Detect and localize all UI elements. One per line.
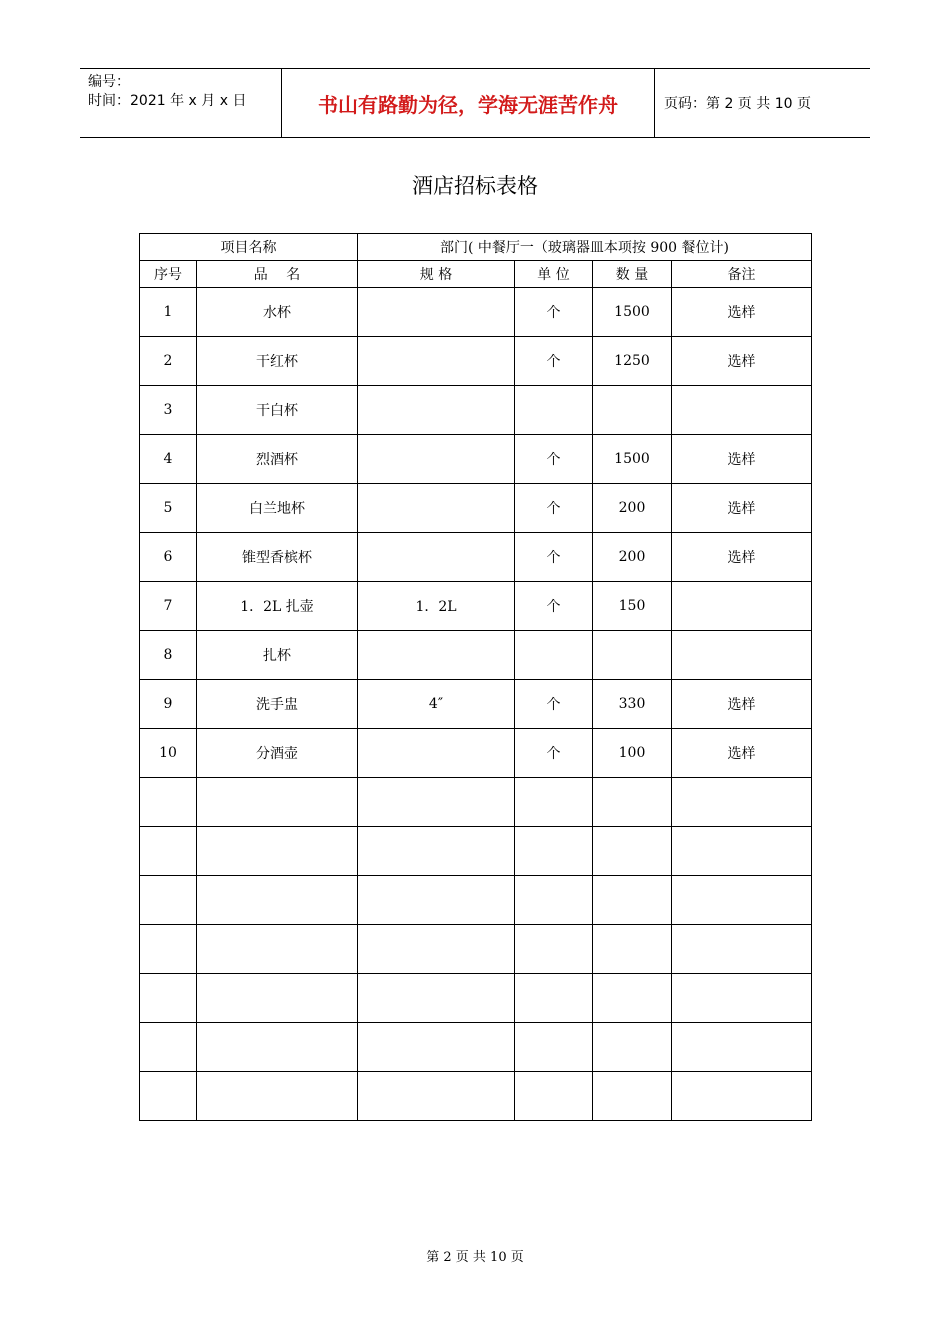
table-row xyxy=(140,337,812,386)
table-header-row xyxy=(140,261,812,288)
table-cell: 100 xyxy=(593,729,672,778)
table-cell: 1．2L 扎壶 xyxy=(197,582,358,631)
table-cell: 选样 xyxy=(672,435,812,484)
table-cell xyxy=(358,337,515,386)
column-header: 单 位 xyxy=(515,261,593,288)
document-header xyxy=(80,68,870,138)
table-cell xyxy=(515,1072,593,1121)
table-row xyxy=(140,631,812,680)
table-cell xyxy=(358,631,515,680)
table-cell: 分酒壶 xyxy=(197,729,358,778)
table-cell: 选样 xyxy=(672,533,812,582)
table-cell xyxy=(672,974,812,1023)
table-cell xyxy=(672,1072,812,1121)
table-cell: 个 xyxy=(515,582,593,631)
table-cell: 烈酒杯 xyxy=(197,435,358,484)
table-cell: 干红杯 xyxy=(197,337,358,386)
column-header: 备注 xyxy=(672,261,812,288)
table-cell xyxy=(515,974,593,1023)
table-row xyxy=(140,484,812,533)
column-header: 数 量 xyxy=(593,261,672,288)
table-cell: 200 xyxy=(593,533,672,582)
table-meta-row xyxy=(140,234,812,261)
table-cell: 1500 xyxy=(593,288,672,337)
column-header: 序号 xyxy=(140,261,197,288)
table-cell xyxy=(197,925,358,974)
table-cell xyxy=(358,484,515,533)
table-cell xyxy=(515,1023,593,1072)
table-cell xyxy=(672,386,812,435)
table-cell xyxy=(672,1023,812,1072)
table-cell xyxy=(515,827,593,876)
table-cell xyxy=(358,876,515,925)
table-cell: 个 xyxy=(515,337,593,386)
table-cell: 个 xyxy=(515,288,593,337)
table-cell xyxy=(197,876,358,925)
table-cell: 150 xyxy=(593,582,672,631)
table-cell: 选样 xyxy=(672,729,812,778)
project-name-label: 项目名称 xyxy=(140,234,358,261)
table-row xyxy=(140,925,812,974)
table-cell xyxy=(197,1023,358,1072)
table-cell: 7 xyxy=(140,582,197,631)
table-cell: 选样 xyxy=(672,484,812,533)
table-cell xyxy=(593,386,672,435)
table-cell: 选样 xyxy=(672,337,812,386)
table-cell: 3 xyxy=(140,386,197,435)
table-row xyxy=(140,1023,812,1072)
table-cell xyxy=(140,827,197,876)
table-row xyxy=(140,288,812,337)
table-cell: 个 xyxy=(515,435,593,484)
table-cell xyxy=(593,1072,672,1121)
header-motto: 书山有路勤为径，学海无涯苦作舟 xyxy=(318,92,618,117)
table-cell: 水杯 xyxy=(197,288,358,337)
time-label: 时间：2021 年 x 月 x 日 xyxy=(88,93,247,109)
header-divider xyxy=(654,69,655,137)
table-cell xyxy=(593,631,672,680)
table-cell xyxy=(593,876,672,925)
table-cell: 扎杯 xyxy=(197,631,358,680)
table-cell xyxy=(358,533,515,582)
table-cell: 1 xyxy=(140,288,197,337)
table-cell: 白兰地杯 xyxy=(197,484,358,533)
table-cell: 4″ xyxy=(358,680,515,729)
table-cell xyxy=(358,729,515,778)
header-meta xyxy=(88,73,283,111)
table-cell xyxy=(358,827,515,876)
table-cell: 洗手盅 xyxy=(197,680,358,729)
table-cell: 8 xyxy=(140,631,197,680)
table-row xyxy=(140,827,812,876)
table-cell xyxy=(515,631,593,680)
table-row xyxy=(140,876,812,925)
table-cell: 6 xyxy=(140,533,197,582)
table-cell xyxy=(358,925,515,974)
table-cell xyxy=(358,435,515,484)
table-row xyxy=(140,435,812,484)
table-cell xyxy=(358,1023,515,1072)
table-cell xyxy=(197,778,358,827)
table-cell xyxy=(672,582,812,631)
table-cell xyxy=(593,827,672,876)
table-cell xyxy=(593,974,672,1023)
table-cell: 330 xyxy=(593,680,672,729)
table-cell xyxy=(593,778,672,827)
table-cell xyxy=(358,288,515,337)
table-row xyxy=(140,1072,812,1121)
table-row xyxy=(140,778,812,827)
table-cell xyxy=(140,1023,197,1072)
table-cell xyxy=(358,974,515,1023)
column-header: 品 名 xyxy=(197,261,358,288)
number-label: 编号： xyxy=(88,74,130,90)
table-cell: 个 xyxy=(515,729,593,778)
table-cell: 10 xyxy=(140,729,197,778)
table-cell: 1250 xyxy=(593,337,672,386)
table-row xyxy=(140,974,812,1023)
table-cell xyxy=(672,925,812,974)
table-cell xyxy=(358,778,515,827)
table-cell: 干白杯 xyxy=(197,386,358,435)
header-page-info: 页码：第 2 页 共 10 页 xyxy=(664,96,811,112)
table-cell: 锥型香槟杯 xyxy=(197,533,358,582)
table-cell xyxy=(515,925,593,974)
table-cell xyxy=(672,778,812,827)
table-cell xyxy=(672,876,812,925)
table-cell xyxy=(672,631,812,680)
table-cell xyxy=(140,778,197,827)
table-cell: 1．2L xyxy=(358,582,515,631)
table-cell: 4 xyxy=(140,435,197,484)
table-row xyxy=(140,729,812,778)
table-row xyxy=(140,582,812,631)
table-cell xyxy=(197,827,358,876)
document-title: 酒店招标表格 xyxy=(412,174,538,198)
table-cell xyxy=(358,1072,515,1121)
table-cell xyxy=(358,386,515,435)
table-cell: 1500 xyxy=(593,435,672,484)
table-cell xyxy=(140,925,197,974)
table-cell: 选样 xyxy=(672,288,812,337)
table-row xyxy=(140,533,812,582)
department-cell: 部门( 中餐厅一（玻璃器皿本项按 900 餐位计) xyxy=(358,234,812,261)
column-header: 规 格 xyxy=(358,261,515,288)
table-cell xyxy=(140,876,197,925)
table-cell xyxy=(197,1072,358,1121)
table-cell: 个 xyxy=(515,680,593,729)
table-cell xyxy=(515,386,593,435)
table-cell: 9 xyxy=(140,680,197,729)
table-cell xyxy=(140,974,197,1023)
table-cell xyxy=(593,1023,672,1072)
table-cell xyxy=(672,827,812,876)
table-cell: 个 xyxy=(515,484,593,533)
table-cell: 2 xyxy=(140,337,197,386)
table-cell: 选样 xyxy=(672,680,812,729)
page-footer: 第 2 页 共 10 页 xyxy=(426,1250,524,1265)
table-row xyxy=(140,680,812,729)
table-cell: 5 xyxy=(140,484,197,533)
table-cell xyxy=(197,974,358,1023)
table-cell xyxy=(593,925,672,974)
table-cell xyxy=(515,778,593,827)
tender-table xyxy=(139,233,812,1121)
table-cell xyxy=(140,1072,197,1121)
table-cell xyxy=(515,876,593,925)
table-cell: 200 xyxy=(593,484,672,533)
table-cell: 个 xyxy=(515,533,593,582)
table-row xyxy=(140,386,812,435)
